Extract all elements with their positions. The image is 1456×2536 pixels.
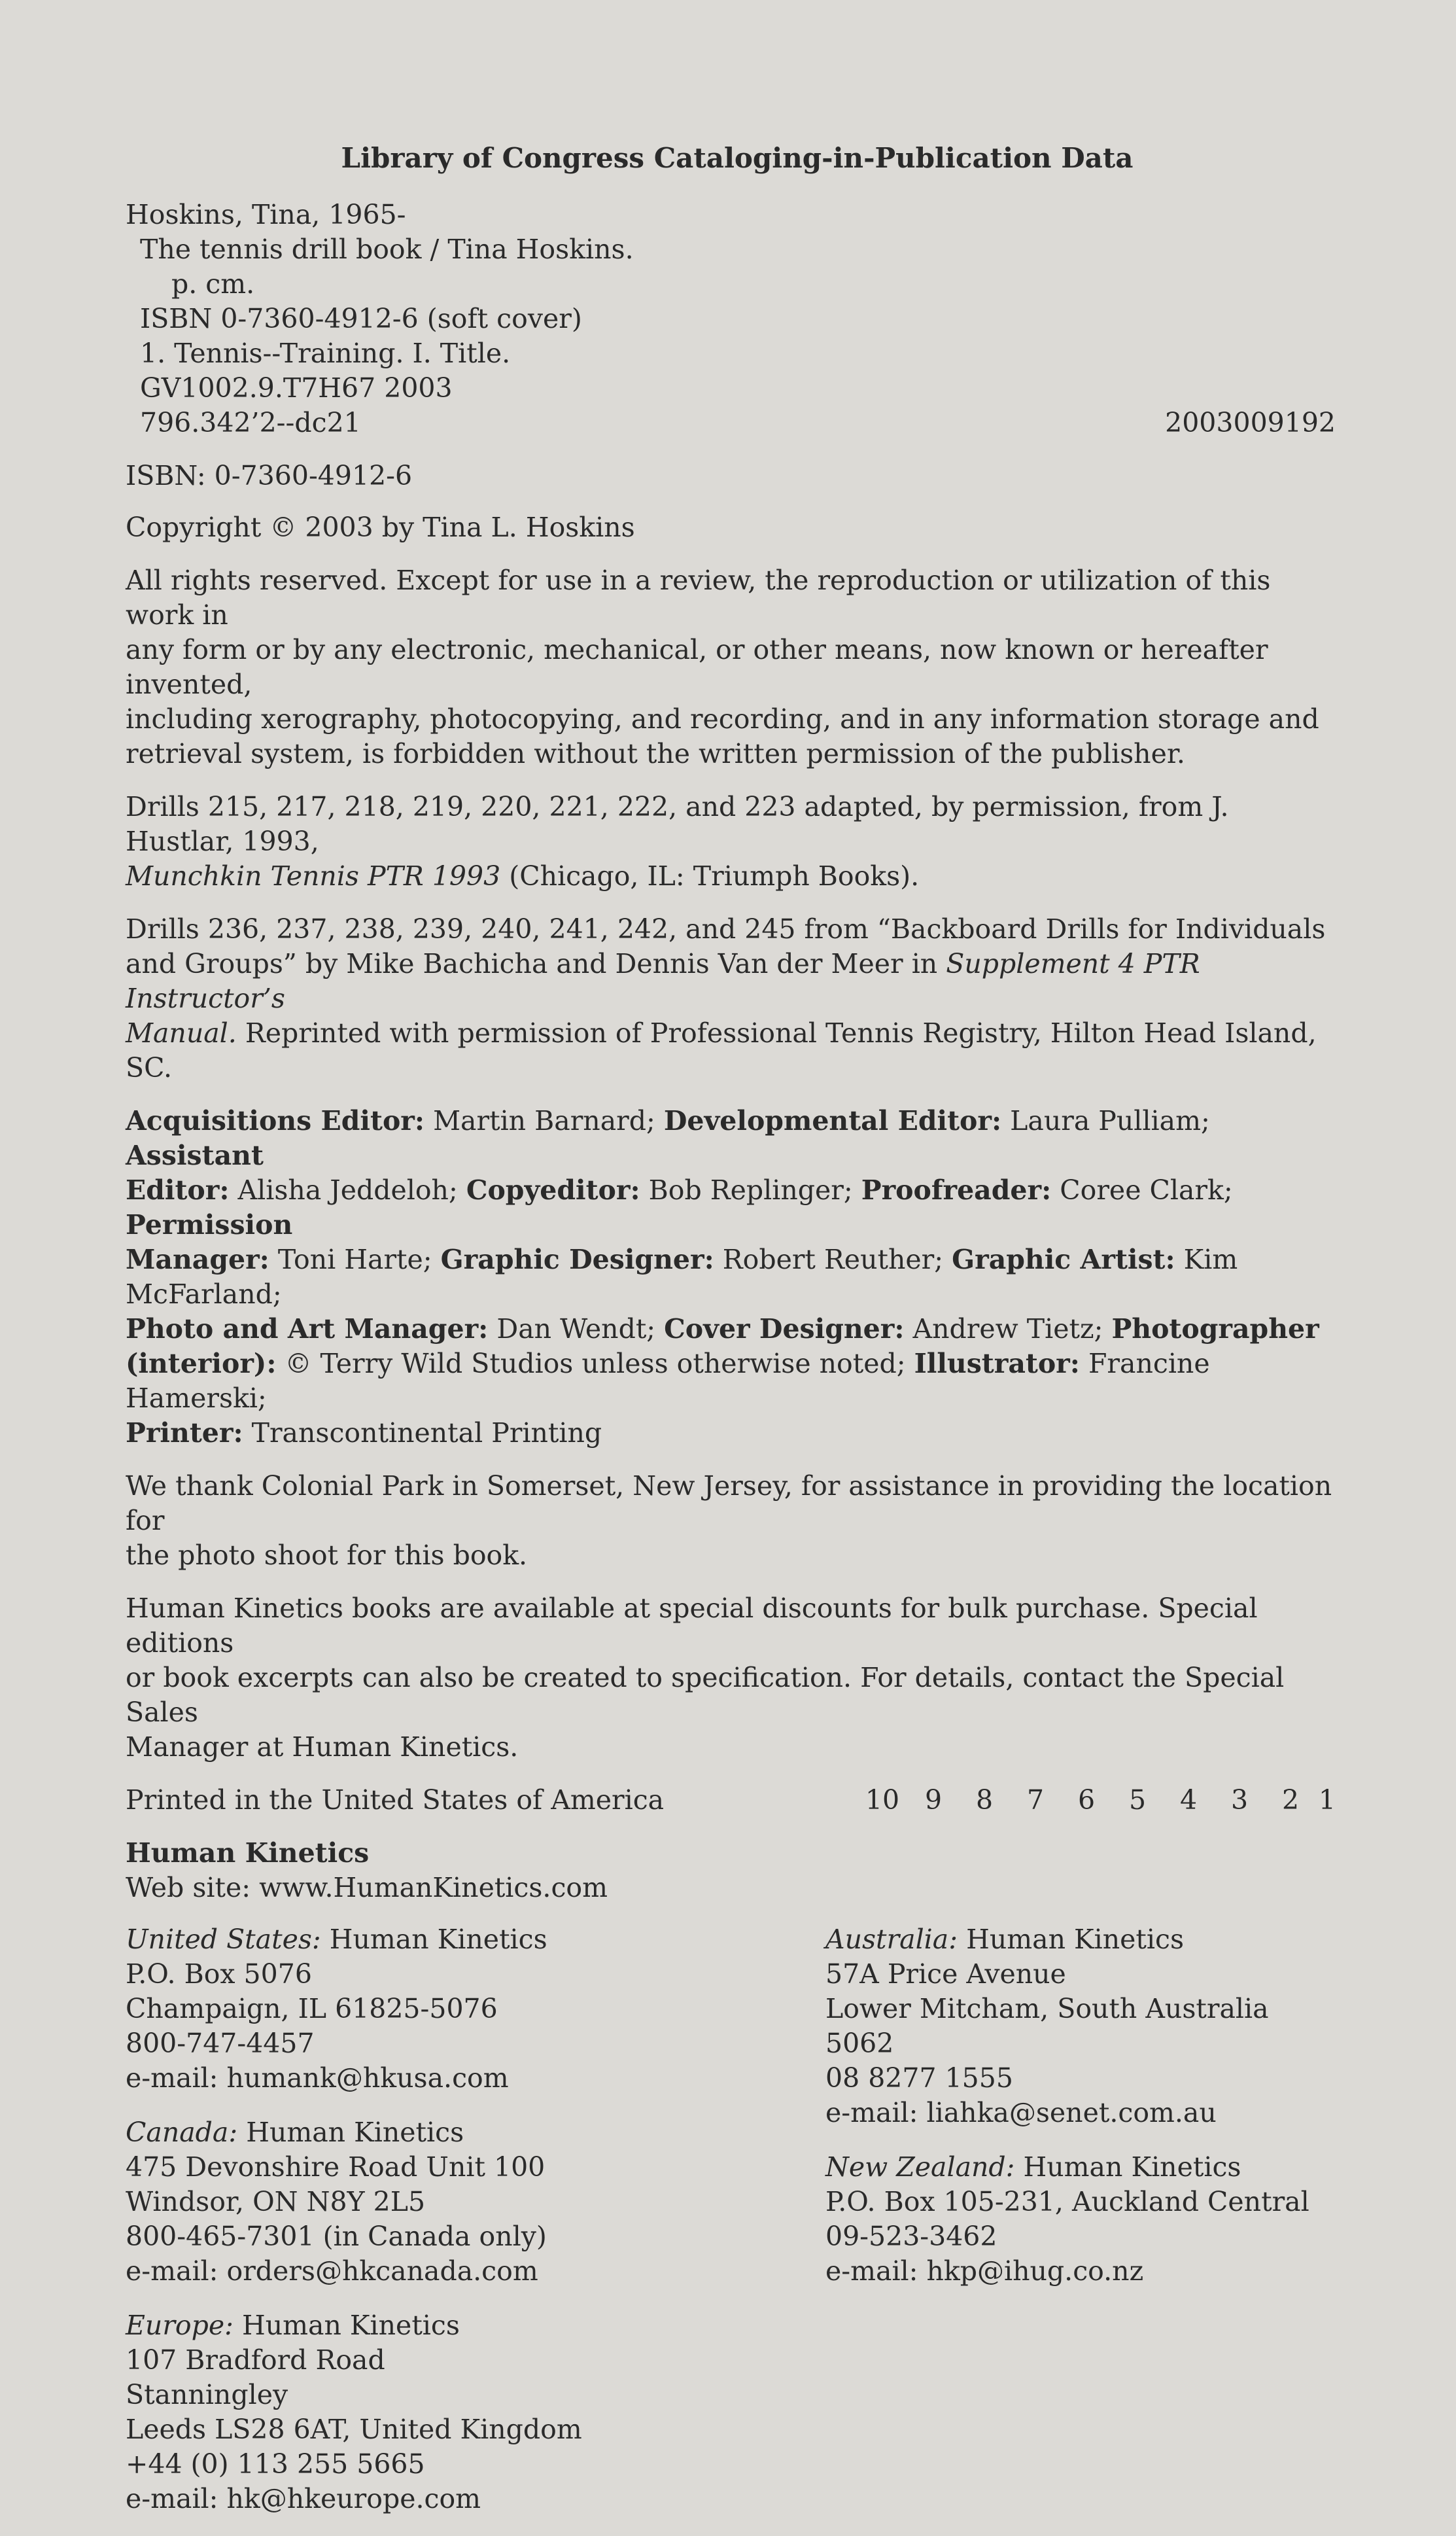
cip-line: GV1002.9.T7H67 2003 (140, 372, 453, 404)
publisher-name: Human Kinetics (126, 1837, 370, 1869)
cip-classification: 796.342’2--dc21 (140, 407, 361, 438)
office-us: United States: Human Kinetics P.O. Box 5076 Champaign, IL 61825-5076 800-747-4457 e-mail: humank@hkusa.com (126, 1924, 547, 2094)
rights-line: All rights reserved. Except for use in a review, the reproduction or utilization of this work in (126, 565, 1271, 631)
page-content (126, 141, 1336, 2536)
book-title: Supplement 4 PTR Instructor’s (126, 948, 1200, 1014)
office-europe: Europe: Human Kinetics 107 Bradford Road Stanningley Leeds LS28 6AT, United Kingdom +44 (0) 113 255 5665 e-mail: hk@hkeurope.com (126, 2310, 582, 2514)
cip-block (126, 198, 1336, 440)
copyright-line: Copyright © 2003 by Tina L. Hoskins (126, 512, 635, 543)
rights-line: any form or by any electronic, mechanical, or other means, now known or hereafter invented, (126, 634, 1268, 700)
drills-line: Drills 236, 237, 238, 239, 240, 241, 242, and 245 from “Backboard Drills for Individuals (126, 913, 1326, 945)
office-canada: Canada: Human Kinetics 475 Devonshire Road Unit 100 Windsor, ON N8Y 2L5 800-465-7301 (in Canada only) e-mail: orders@hkcanada.com (126, 2117, 547, 2287)
drills-credit-2 (126, 912, 1336, 1085)
staff-credits: Acquisitions Editor: Martin Barnard; Developmental Editor: Laura Pulliam; Assistant Editor: Alisha Jeddeloh; Copyeditor: Bob Replinger; Proofreader: Coree Clark; Permission Manager: Toni Harte; Graphic Designer: Robert Reuther; Graphic Artist: Kim McFarland; Photo and Art Manager: Dan Wendt; Cover Designer: Andrew Tietz; Photographer (interior): © Terry Wild Studios unless otherwise noted; Illustrator: Francine Hamerski; Printer: Transcontinental Printing (126, 1105, 1319, 1449)
lccn: 2003009192 (1165, 407, 1336, 438)
bulk-sales-paragraph: Human Kinetics books are available at special discounts for bulk purchase. Special editions or book excerpts can also be created to specification. For details, contact the Special Sales Manager at Human Kinetics. (126, 1593, 1285, 1763)
rights-line: including xerography, photocopying, and recording, and in any information storage and (126, 703, 1319, 735)
drills-line: Manual. Reprinted with permission of Professional Tennis Registry, Hilton Head Island, SC. (126, 1017, 1317, 1083)
book-title: Munchkin Tennis PTR 1993 (126, 860, 501, 892)
printed-line (126, 1783, 1336, 1818)
drills-line: and Groups” by Mike Bachicha and Dennis Van der Meer in Supplement 4 PTR Instructor’s (126, 948, 1200, 1014)
publisher-block (126, 1836, 1336, 1905)
printed-in: Printed in the United States of America (126, 1784, 665, 1816)
book-title: Manual. (126, 1017, 237, 1049)
print-line-numbers: 10 9 8 7 6 5 4 3 2 1 (865, 1784, 1336, 1816)
drills-line: Munchkin Tennis PTR 1993 (Chicago, IL: Triumph Books). (126, 860, 920, 892)
address-column-right (825, 1922, 1336, 2536)
drills-credit-1 (126, 790, 1336, 894)
drills-line: Drills 215, 217, 218, 219, 220, 221, 222, and 223 adapted, by permission, from J. Hustlar, 1993, (126, 791, 1229, 857)
office-australia: Australia: Human Kinetics 57A Price Avenue Lower Mitcham, South Australia 5062 08 8277 1555 e-mail: liahka@senet.com.au (825, 1924, 1269, 2128)
isbn-line: ISBN: 0-7360-4912-6 (126, 460, 413, 491)
thanks-paragraph: We thank Colonial Park in Somerset, New Jersey, for assistance in providing the location for the photo shoot for this book. (126, 1470, 1332, 1571)
cip-line: p. cm. (171, 268, 255, 300)
address-column-left (126, 1922, 825, 2536)
rights-line: retrieval system, is forbidden without the written permission of the publisher. (126, 738, 1185, 769)
cip-line: The tennis drill book / Tina Hoskins. (140, 234, 634, 265)
office-new-zealand: New Zealand: Human Kinetics P.O. Box 105-231, Auckland Central 09-523-3462 e-mail: hkp@ihug.co.nz (825, 2151, 1309, 2287)
cip-last-line (126, 406, 1336, 440)
cip-line: ISBN 0-7360-4912-6 (soft cover) (140, 303, 582, 334)
cip-heading: Library of Congress Cataloging-in-Publication Data (341, 142, 1134, 174)
publisher-website: Web site: www.HumanKinetics.com (126, 1872, 608, 1903)
cip-line: Hoskins, Tina, 1965- (126, 199, 406, 230)
cip-line: 1. Tennis--Training. I. Title. (140, 338, 511, 369)
office-addresses (126, 1922, 1336, 2536)
rights-paragraph (126, 563, 1336, 771)
